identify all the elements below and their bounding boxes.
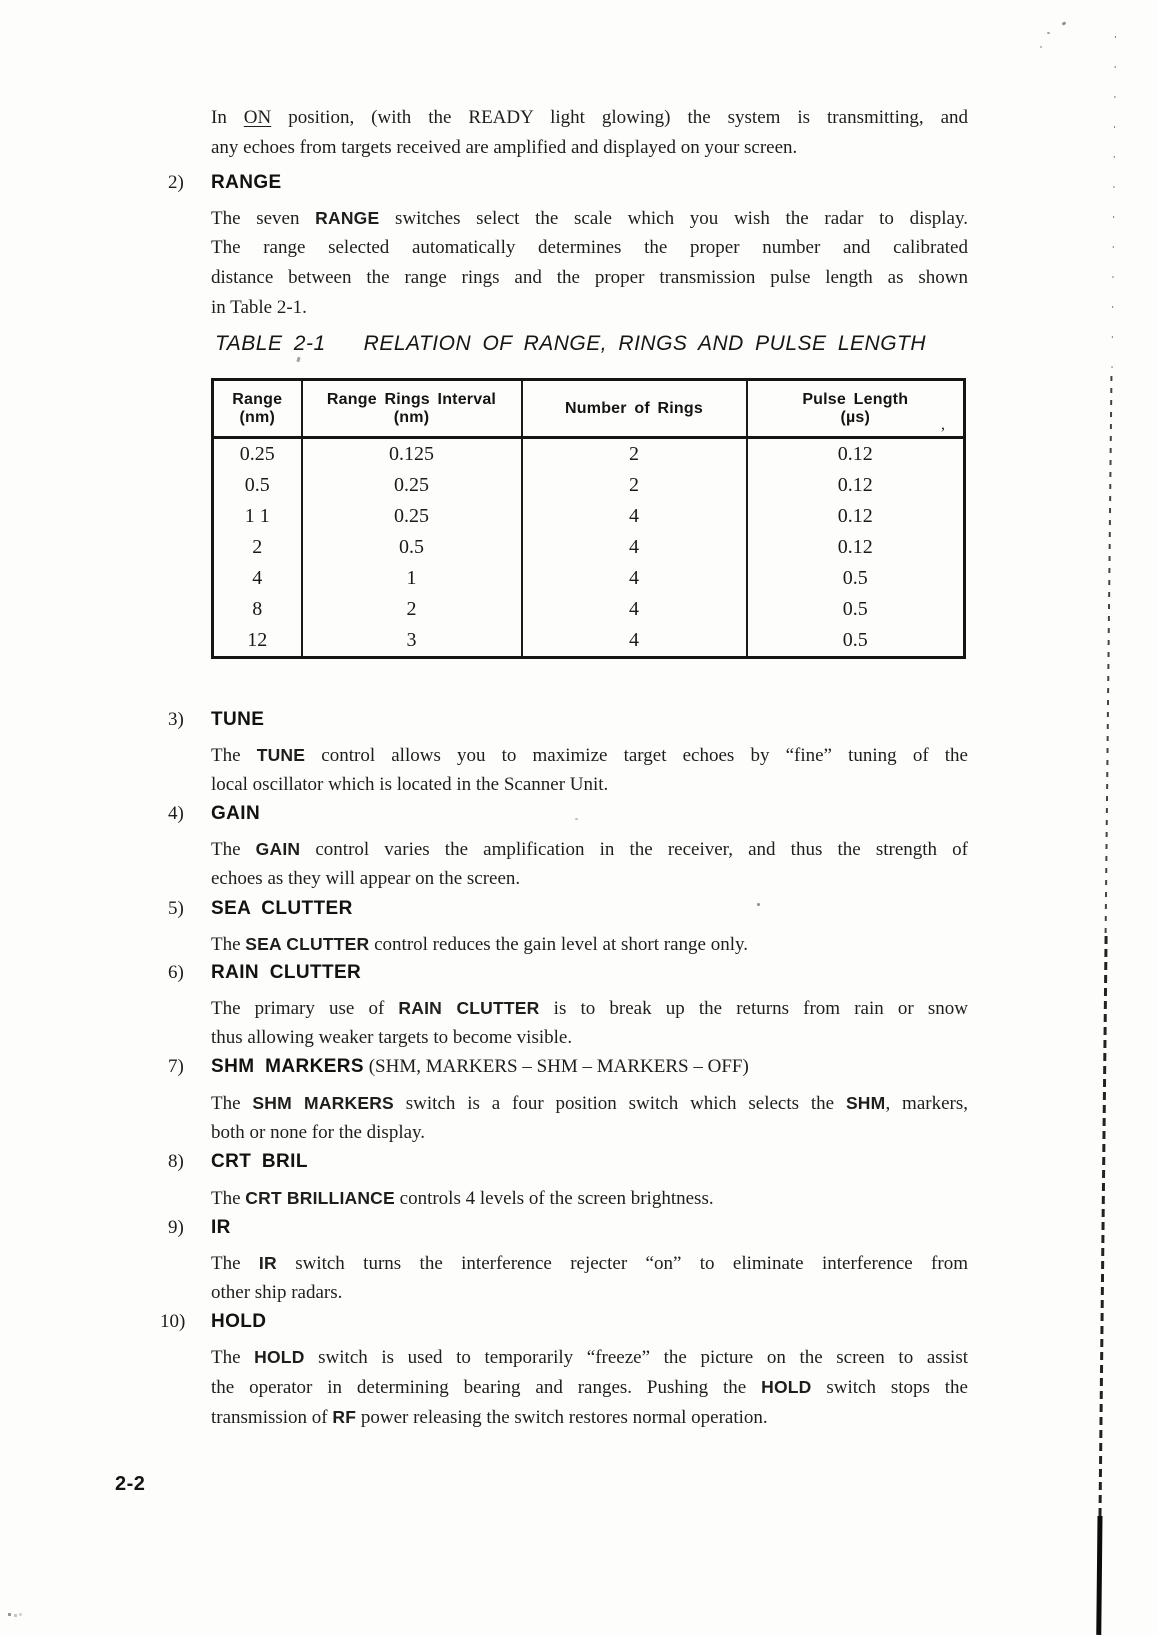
section-title: IR <box>211 1217 231 1238</box>
section-title-suffix: (SHM, MARKERS – SHM – MARKERS – OFF) <box>363 1056 749 1077</box>
range-rings-table-wrapper <box>211 378 966 659</box>
paragraph-line <box>211 1278 968 1308</box>
table-cell: 2 <box>302 594 522 625</box>
text-run: GAIN <box>255 839 301 859</box>
text-run: control reduces the gain level at short range only. <box>369 934 748 955</box>
text-run: The range selected automatically determines the proper number and calibrated <box>211 237 968 258</box>
section-title: GAIN <box>211 803 261 824</box>
paragraph-line <box>211 1023 968 1053</box>
table-cell: 4 <box>522 594 747 625</box>
section-number: 9) <box>168 1217 184 1238</box>
table-row <box>213 501 965 532</box>
table-cell: 0.5 <box>747 563 965 594</box>
section-paragraph-rain-clutter <box>211 993 968 1053</box>
section-heading-hold <box>160 1310 968 1335</box>
table-cell: 1 1 <box>244 505 270 527</box>
text-run: ON <box>243 107 272 128</box>
table-cell: 0.125 <box>302 438 522 471</box>
scan-streak-right-edge <box>1093 36 1120 1635</box>
text-run: RF <box>332 1407 357 1427</box>
text-run: switches select the scale which you wish the radar to display. <box>379 208 968 229</box>
table-cell: 1 <box>302 563 522 594</box>
text-run: HOLD <box>254 1347 305 1367</box>
table-cell: 8 <box>252 598 263 620</box>
table-body <box>213 438 965 658</box>
paragraph-line <box>211 740 968 770</box>
section-heading-gain <box>168 802 968 827</box>
section-heading-shm-markers <box>168 1055 968 1080</box>
text-run: The seven <box>211 208 316 229</box>
section-number: 4) <box>168 803 184 824</box>
scan-speck <box>1047 32 1050 34</box>
paragraph-line <box>211 770 968 800</box>
text-run: switch stops the <box>811 1377 968 1398</box>
paragraph-line <box>211 263 968 293</box>
table-cell: 4 <box>522 501 747 532</box>
header-label: Range <box>232 390 283 408</box>
paragraph-line <box>211 233 968 263</box>
text-run: other ship radars. <box>211 1282 343 1303</box>
text-run: SHM MARKERS <box>252 1093 394 1113</box>
section-paragraph-ir <box>211 1248 968 1308</box>
text-run: transmission of <box>211 1407 333 1428</box>
text-run: The <box>211 839 256 860</box>
paragraph-line <box>211 1248 968 1278</box>
section-title: SEA CLUTTER <box>211 898 353 919</box>
table-row <box>213 594 965 625</box>
section-paragraph-sea-clutter <box>211 929 968 959</box>
table-cell: 2 <box>522 438 747 471</box>
text-run: The <box>211 1188 246 1209</box>
section-number: 5) <box>168 898 184 919</box>
table-row <box>213 470 965 501</box>
text-run: is to break up the returns from rain or snow <box>539 998 968 1019</box>
text-run: The <box>211 745 257 766</box>
paragraph-line <box>211 203 968 233</box>
text-run: The <box>211 1093 253 1114</box>
paragraph-line <box>211 929 968 959</box>
table-title-label: TABLE 2-1 <box>215 332 326 355</box>
section-title: TUNE <box>211 709 265 730</box>
section-paragraph-crt-bril <box>211 1183 968 1213</box>
table-cell: 0.5 <box>747 594 965 625</box>
paragraph-line <box>211 993 968 1023</box>
text-run: control varies the amplification in the receiver, and thus the strength of <box>300 839 968 860</box>
text-run: The <box>211 934 246 955</box>
paragraph-line <box>211 1342 968 1372</box>
paragraph-line <box>211 1372 968 1402</box>
paragraph-line <box>211 1088 968 1118</box>
section-paragraph-range <box>211 203 968 323</box>
text-run: switch is a four position switch which selects the <box>393 1093 846 1114</box>
scan-speck <box>1040 46 1042 48</box>
text-run: power releasing the switch restores normal operation. <box>356 1407 768 1428</box>
table-row <box>213 532 965 563</box>
text-run: the operator in determining bearing and ranges. Pushing the <box>211 1377 762 1398</box>
text-run: SHM <box>845 1093 886 1113</box>
text-run: RANGE <box>315 208 380 228</box>
header-unit: (nm) <box>393 408 430 426</box>
text-run: CRT BRILLIANCE <box>245 1188 395 1208</box>
section-heading-rain-clutter <box>168 961 968 986</box>
text-run: distance between the range rings and the proper transmission pulse length as shown <box>211 267 968 288</box>
scan-streak-segment <box>1098 936 1107 1516</box>
header-label: Range Rings Interval <box>326 390 497 408</box>
table-cell: 2 <box>522 470 747 501</box>
text-run: control allows you to maximize target echoes by “fine” tuning of the <box>305 745 968 766</box>
text-run: , markers, <box>885 1093 968 1114</box>
table-cell: 2 <box>252 536 263 558</box>
scan-streak-segment <box>1096 1516 1102 1635</box>
section-title: RANGE <box>211 172 282 193</box>
page-number: 2-2 <box>115 1473 146 1495</box>
paragraph-line <box>211 834 968 864</box>
table-row <box>213 438 965 471</box>
text-run: position, (with the READY light glowing) the system is transmitting, and <box>271 107 969 128</box>
text-run: local oscillator which is located in the Scanner Unit. <box>211 774 609 795</box>
text-run: switch turns the interference rejecter “on” to eliminate interference from <box>276 1253 968 1274</box>
paragraph-line <box>211 1402 968 1432</box>
section-title: HOLD <box>211 1311 267 1332</box>
section-number: 8) <box>168 1151 184 1172</box>
text-run: In <box>211 107 244 128</box>
section-paragraph-hold <box>211 1342 968 1432</box>
text-run: any echoes from targets received are amplified and displayed on your screen. <box>211 137 798 158</box>
scan-streak-segment <box>1111 36 1116 376</box>
text-run: SEA CLUTTER <box>245 934 370 954</box>
text-run: The primary use of <box>211 998 399 1019</box>
section-heading-crt-bril <box>168 1150 968 1175</box>
table-header-cell <box>302 380 522 438</box>
text-run: thus allowing weaker targets to become visible. <box>211 1027 573 1048</box>
stray-comma-mark: , <box>941 416 945 433</box>
text-run: in Table 2-1. <box>211 297 307 318</box>
section-title: SHM MARKERS <box>211 1056 364 1077</box>
section-heading-tune <box>168 708 968 733</box>
paragraph-line <box>211 1183 968 1213</box>
table-cell: 4 <box>522 532 747 563</box>
table-header-cell <box>747 380 965 438</box>
table-cell: 0.5 <box>747 625 965 658</box>
header-label: Number of Rings <box>565 399 703 417</box>
intro-paragraph <box>211 103 968 163</box>
table-row <box>213 625 965 658</box>
table-cell: 0.12 <box>747 438 965 471</box>
scan-speck <box>296 357 300 363</box>
paragraph-line <box>211 133 968 163</box>
table-header-cell <box>213 380 302 438</box>
section-paragraph-gain <box>211 834 968 894</box>
paragraph-line <box>211 103 968 133</box>
table-cell: 4 <box>522 563 747 594</box>
header-label: Pulse Length <box>802 390 909 408</box>
table-header-cell <box>522 380 747 438</box>
paragraph-line <box>211 293 968 323</box>
section-number: 7) <box>168 1056 184 1077</box>
table-cell: 0.25 <box>302 501 522 532</box>
table-title-text: RELATION OF RANGE, RINGS AND PULSE LENGTH <box>363 332 927 355</box>
table-cell: 0.12 <box>747 532 965 563</box>
scan-speck <box>8 1613 11 1616</box>
table-cell: 0.5 <box>244 474 270 496</box>
text-run: TUNE <box>256 745 306 765</box>
table-cell: 12 <box>247 629 268 651</box>
text-run: controls 4 levels of the screen brightness. <box>394 1188 714 1209</box>
section-heading-ir <box>168 1216 968 1241</box>
section-paragraph-tune <box>211 740 968 800</box>
section-number: 2) <box>168 172 184 193</box>
scan-speck <box>1062 21 1067 26</box>
text-run: The <box>211 1253 259 1274</box>
section-title: RAIN CLUTTER <box>211 962 362 983</box>
table-cell: 3 <box>302 625 522 658</box>
table-cell: 0.12 <box>747 470 965 501</box>
paragraph-line <box>211 864 968 894</box>
text-run: both or none for the display. <box>211 1122 426 1143</box>
text-run: RAIN CLUTTER <box>398 998 540 1018</box>
section-number: 3) <box>168 709 184 730</box>
text-run: IR <box>258 1253 277 1273</box>
table-header-row <box>213 380 965 438</box>
section-number: 10) <box>160 1311 186 1332</box>
header-unit: (nm) <box>239 408 275 426</box>
text-run: echoes as they will appear on the screen. <box>211 868 521 889</box>
table-title <box>215 332 995 356</box>
paragraph-line <box>211 1118 968 1148</box>
scan-streak-segment <box>1105 376 1113 936</box>
section-title: CRT BRIL <box>211 1151 308 1172</box>
section-heading-sea-clutter <box>168 897 968 922</box>
text-run: switch is used to temporarily “freeze” the picture on the screen to assist <box>304 1347 968 1368</box>
text-run: HOLD <box>761 1377 812 1397</box>
table-cell: 0.12 <box>747 501 965 532</box>
table-head <box>213 380 965 438</box>
section-heading-range <box>168 171 968 196</box>
table-cell: 0.5 <box>302 532 522 563</box>
table-row <box>213 563 965 594</box>
table-cell: 0.25 <box>302 470 522 501</box>
text-run: The <box>211 1347 255 1368</box>
table-cell: 4 <box>522 625 747 658</box>
section-number: 6) <box>168 962 184 983</box>
table-cell: 4 <box>252 567 263 589</box>
range-rings-table <box>211 378 966 659</box>
section-paragraph-shm-markers <box>211 1088 968 1148</box>
table-cell: 0.25 <box>239 443 275 465</box>
header-unit: (µs) <box>840 408 871 426</box>
